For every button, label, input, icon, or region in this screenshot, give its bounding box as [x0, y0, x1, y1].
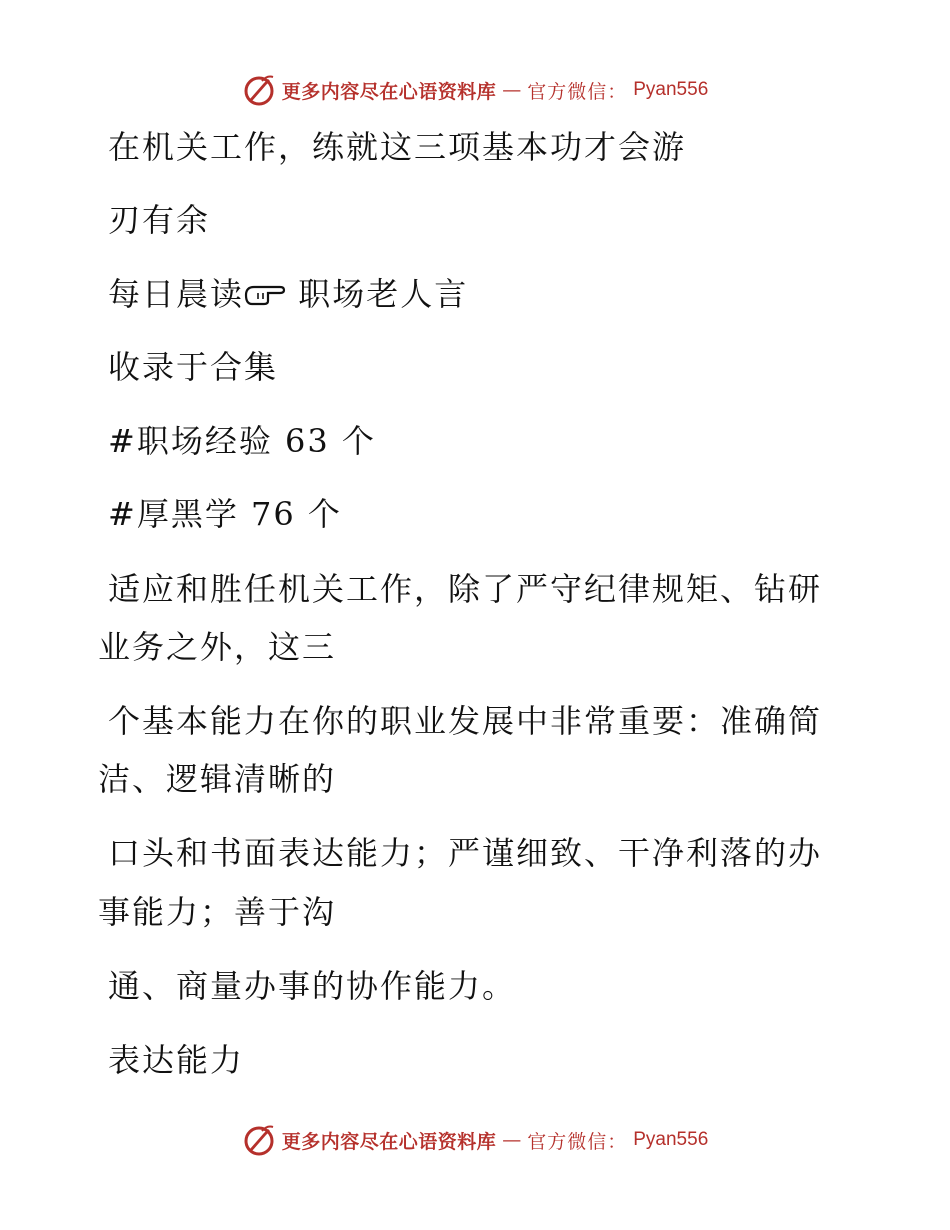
- watermark-sub-text: 官方微信：: [527, 1130, 628, 1153]
- pen-circle-logo-icon: [242, 1123, 276, 1157]
- watermark-main-text: 更多内容尽在心语资料库: [281, 80, 497, 103]
- paragraph-line-6: 事能力；善于沟: [98, 893, 337, 931]
- watermark-dash: —: [502, 1129, 522, 1151]
- collection-tag-thick-black[interactable]: #厚黑学 76 个: [108, 495, 342, 533]
- collection-tag-career[interactable]: #职场经验 63 个: [108, 422, 376, 460]
- article-title-line-1: 在机关工作，练就这三项基本功才会游: [108, 128, 687, 166]
- pointing-hand-icon: [244, 279, 286, 307]
- watermark-dash: —: [502, 79, 522, 101]
- watermark-main-text: 更多内容尽在心语资料库: [281, 1130, 497, 1153]
- paragraph-line-5: 口头和书面表达能力；严谨细致、干净利落的办: [108, 834, 823, 872]
- watermark-wechat-id: Pyan556: [633, 79, 709, 100]
- pen-circle-logo-icon: [242, 73, 276, 107]
- header-watermark: [0, 70, 950, 110]
- article-title-line-2: 刃有余: [108, 201, 211, 239]
- collection-label: 收录于合集: [108, 348, 279, 386]
- account-prefix: 每日晨读: [108, 275, 245, 313]
- paragraph-line-7: 通、商量办事的协作能力。: [108, 967, 517, 1005]
- watermark-wechat-id: Pyan556: [633, 1129, 709, 1150]
- paragraph-line-3: 个基本能力在你的职业发展中非常重要：准确简: [108, 702, 823, 740]
- account-line: [98, 274, 868, 314]
- section-heading: 表达能力: [108, 1041, 245, 1079]
- paragraph-line-2: 业务之外，这三: [98, 628, 337, 666]
- watermark-sub-text: 官方微信：: [527, 80, 628, 103]
- paragraph-line-4: 洁、逻辑清晰的: [98, 760, 337, 798]
- account-name: 职场老人言: [298, 275, 469, 313]
- footer-watermark: [0, 1120, 950, 1160]
- paragraph-line-1: 适应和胜任机关工作，除了严守纪律规矩、钻研: [108, 570, 823, 608]
